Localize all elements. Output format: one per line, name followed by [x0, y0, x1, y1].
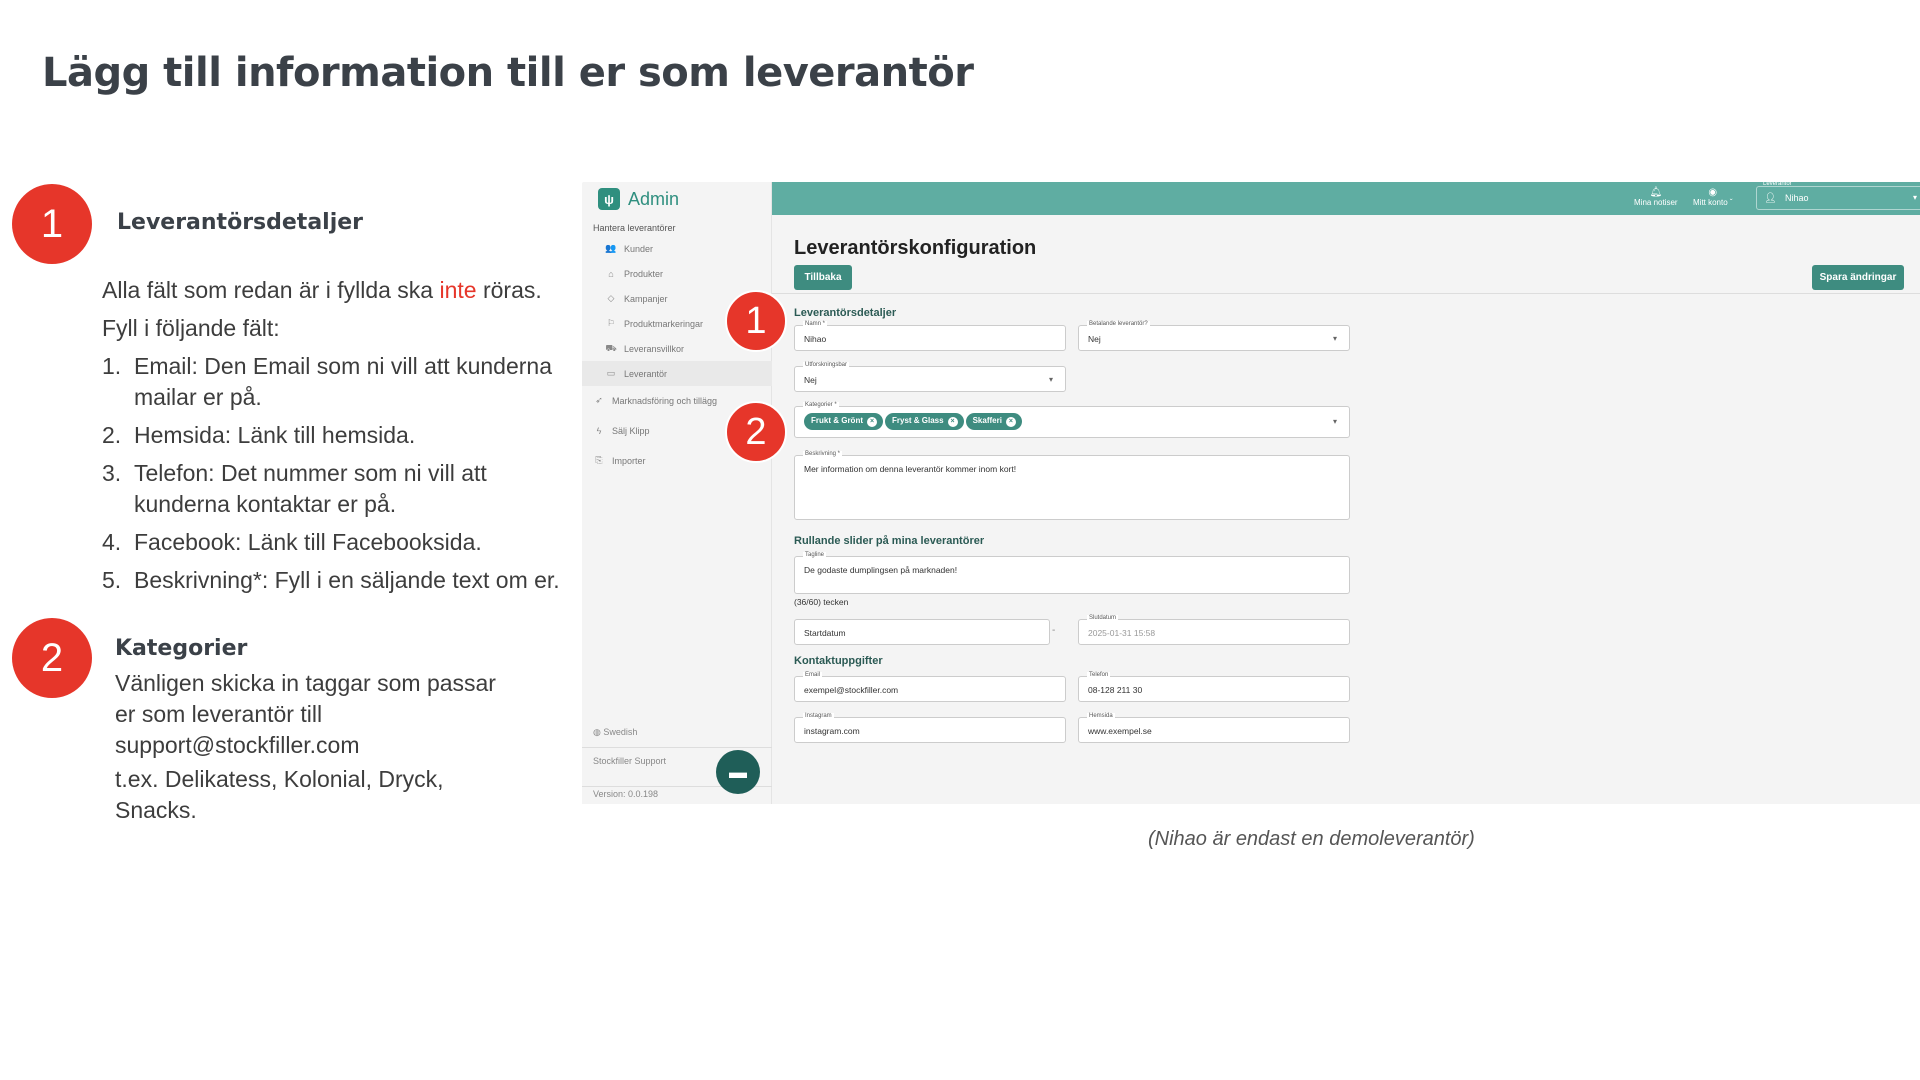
chevron-down-icon: ▾: [1912, 193, 1917, 202]
rocket-icon: ➶: [595, 395, 603, 405]
close-icon[interactable]: ×: [948, 417, 958, 427]
start-date-field[interactable]: [794, 619, 1050, 645]
sidebar-item-label: Leverantör: [624, 368, 668, 379]
account-label: Mitt konto: [1693, 198, 1728, 207]
paying-select-label: Betalande leverantör?: [1089, 321, 1148, 327]
section2-examples: t.ex. Delikatess, Kolonial, Dryck, Snacks.: [115, 766, 444, 823]
intro-text-end: röras.: [476, 277, 542, 303]
end-date-label: Slutdatum: [1089, 615, 1117, 621]
back-button[interactable]: Tillbaka: [794, 265, 852, 290]
details-heading: Leverantörsdetaljer: [794, 307, 897, 319]
sidebar-item-label: Marknadsföring och tillägg: [612, 395, 718, 406]
contact-heading: Kontaktuppgifter: [794, 655, 883, 667]
folder-icon: ▭: [606, 368, 616, 378]
notifications-button[interactable]: [1634, 187, 1678, 207]
step-text: Facebook: Länk till Facebooksida.: [134, 529, 482, 555]
step-number: 3.: [102, 460, 122, 486]
sidebar-item-label: Produkter: [624, 268, 664, 279]
close-icon[interactable]: ×: [867, 417, 877, 427]
category-chip[interactable]: [804, 413, 883, 430]
categories-select-label: Kategorier *: [805, 402, 837, 408]
name-field-label: Namn *: [805, 321, 826, 327]
website-label: Hemsida: [1089, 713, 1113, 719]
sidebar-item-label: Kampanjer: [624, 293, 668, 304]
screenshot-badge-2: 2: [725, 401, 787, 463]
support-link[interactable]: Stockfiller Support: [582, 747, 772, 766]
bell-icon: 🔔︎: [1649, 187, 1663, 198]
step-badge-2: 2: [12, 618, 92, 698]
category-chip-label: Frukt & Grönt: [811, 416, 863, 425]
description-textarea[interactable]: [794, 451, 1350, 520]
notifications-label: Mina notiser: [1634, 198, 1678, 207]
steps-list: [102, 351, 582, 596]
section1-body: [102, 275, 582, 603]
tagline-field[interactable]: [794, 552, 1350, 594]
save-button[interactable]: Spara ändringar: [1812, 265, 1904, 290]
user-switch-icon: 👤︎: [1764, 193, 1777, 204]
category-chip[interactable]: [966, 413, 1022, 430]
category-chip-label: Fryst & Glass: [892, 416, 944, 425]
divider: [772, 293, 1920, 294]
bolt-icon: ϟ: [596, 425, 602, 436]
top-bar: [772, 182, 1920, 215]
fork-knife-icon: ψ: [598, 188, 620, 210]
instagram-label: Instagram: [805, 713, 832, 719]
screenshot-caption: (Nihao är endast en demoleverantör): [1148, 828, 1475, 850]
sidebar-item-label: Importer: [612, 455, 646, 466]
step-item: [102, 420, 582, 451]
chevron-down-icon: ▾: [1048, 375, 1053, 384]
intro-line: [102, 275, 582, 306]
logo-text: Admin: [628, 188, 680, 209]
app-logo[interactable]: [598, 188, 679, 210]
truck-icon: ⛟: [605, 342, 617, 353]
sidebar-item-kunder[interactable]: [582, 236, 772, 261]
sidebar-item-label: Kunder: [624, 243, 654, 254]
email-value: exempel@stockfiller.com: [804, 685, 899, 695]
category-chip[interactable]: [885, 413, 964, 430]
step-text: Hemsida: Länk till hemsida.: [134, 422, 416, 448]
close-icon[interactable]: ×: [1006, 417, 1016, 427]
step-item: [102, 458, 582, 520]
description-label: Beskrivning *: [805, 451, 841, 457]
step-text: Telefon: Det nummer som ni vill att kunderna kontaktar er på.: [134, 460, 487, 517]
chat-bubble-icon[interactable]: ▬: [716, 750, 760, 794]
sidebar-item-label: Leveransvillkor: [624, 343, 685, 354]
phone-value: 08-128 211 30: [1088, 685, 1143, 695]
basket-icon: ⌂: [608, 268, 614, 279]
fill-in-label: Fyll i följande fält:: [102, 315, 280, 341]
email-field[interactable]: [794, 672, 1066, 702]
supplier-select[interactable]: [1756, 182, 1920, 210]
supplier-select-label: Leverantör: [1763, 182, 1792, 187]
globe-icon: ◍: [593, 727, 604, 737]
explorable-select[interactable]: [794, 362, 1066, 392]
categories-select[interactable]: [794, 402, 1350, 438]
sidebar: [582, 182, 772, 804]
section2-heading: Kategorier: [115, 636, 248, 661]
sidebar-item-label: Sälj Klipp: [612, 425, 650, 436]
tagline-counter: (36/60) tecken: [794, 597, 849, 607]
step-text: Beskrivning*: Fyll i en säljande text om er.: [134, 567, 560, 593]
language-selector[interactable]: [582, 727, 772, 738]
website-value: www.exempel.se: [1088, 726, 1152, 736]
slide-title: Lägg till information till er som leverantör: [42, 50, 974, 96]
description-value: Mer information om denna leverantör kommer inom kort!: [804, 464, 1017, 474]
main-content: [772, 215, 1920, 804]
instagram-field[interactable]: [794, 713, 1066, 743]
sidebar-item-label: Produktmarkeringar: [624, 318, 704, 329]
version-label: Version: 0.0.198: [582, 786, 772, 799]
step-number: 5.: [102, 567, 122, 593]
tagline-value: De godaste dumplingsen på marknaden!: [804, 565, 958, 575]
step-item: [102, 565, 582, 596]
intro-emphasis: inte: [439, 277, 477, 303]
end-date-field[interactable]: [1078, 615, 1350, 645]
step-badge-1: 1: [12, 184, 92, 264]
account-icon: ◉: [1708, 187, 1718, 198]
start-date-placeholder: Startdatum: [804, 628, 846, 638]
language-label: Swedish: [603, 727, 638, 737]
date-dash: -: [1052, 625, 1056, 636]
category-chip-label: Skafferi: [972, 416, 1002, 425]
name-field[interactable]: [794, 321, 1066, 351]
account-button[interactable]: [1693, 187, 1733, 207]
slider-heading: Rullande slider på mina leverantörer: [794, 535, 985, 547]
import-icon: ⎘: [595, 455, 603, 465]
section2-text: Vänligen skicka in taggar som passar er som leverantör till support@stockfiller.com: [115, 670, 496, 758]
screenshot-badge-1: 1: [725, 290, 787, 352]
step-number: 1.: [102, 353, 122, 379]
flag-icon: ⚐: [606, 318, 616, 328]
intro-text: Alla fält som redan är i fyllda ska: [102, 277, 440, 303]
chevron-down-icon: ˇ: [1729, 198, 1733, 207]
supplier-select-value: Nihao: [1785, 193, 1809, 203]
tag-icon: ◇: [607, 293, 615, 303]
step-text: Email: Den Email som ni vill att kunderna mailar er på.: [134, 353, 552, 410]
section1-heading: Leverantörsdetaljer: [117, 210, 364, 235]
step-item: [102, 527, 582, 558]
email-label: Email: [805, 672, 821, 678]
sidebar-item-produkter[interactable]: [582, 261, 772, 286]
step-number: 4.: [102, 529, 122, 555]
sidebar-group-label: Hantera leverantörer: [593, 223, 676, 233]
chevron-down-icon: ▾: [1332, 417, 1337, 426]
explorable-select-value: Nej: [804, 375, 817, 385]
paying-select-value: Nej: [1088, 334, 1101, 344]
website-field[interactable]: [1078, 713, 1350, 743]
paying-supplier-select[interactable]: [1078, 321, 1350, 351]
page-title: Leverantörskonfiguration: [794, 237, 1037, 259]
chevron-down-icon: ▾: [1332, 334, 1337, 343]
name-field-value: Nihao: [804, 334, 827, 344]
tagline-label: Tagline: [805, 552, 825, 558]
end-date-placeholder: 2025-01-31 15:58: [1088, 628, 1156, 638]
users-icon: 👥: [605, 243, 617, 253]
step-number: 2.: [102, 422, 122, 448]
sidebar-item-leverantor[interactable]: [582, 361, 772, 386]
phone-label: Telefon: [1089, 672, 1109, 678]
instagram-value: instagram.com: [804, 726, 860, 736]
phone-field[interactable]: [1078, 672, 1350, 702]
app-screenshot: [582, 182, 1920, 804]
explorable-select-label: Utforskningsbar: [805, 362, 848, 368]
step-item: [102, 351, 582, 413]
